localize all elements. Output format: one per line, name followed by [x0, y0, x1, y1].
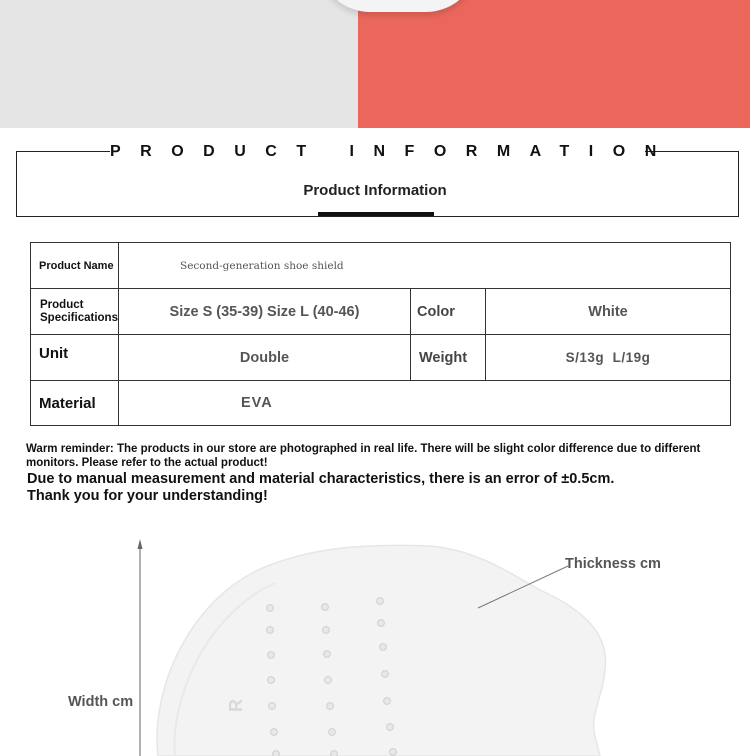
warm-reminder-text: Warm reminder: The products in our store are photographed in real life. There will be slight color difference due to different monitors. Please refer to the actual product!	[26, 443, 701, 469]
width-label: Width cm	[68, 694, 134, 710]
product-name-label: Product Name	[31, 243, 119, 289]
color-label: Color	[411, 289, 486, 335]
unit-label: Unit	[31, 335, 119, 381]
embossed-mark: R	[226, 699, 246, 712]
specifications-label	[31, 289, 119, 335]
measurement-notice-line1: Due to manual measurement and material characteristics, there is an error of ±0.5cm.	[27, 471, 615, 487]
product-spec-table	[30, 242, 731, 426]
product-photo	[0, 0, 750, 128]
thickness-label: Thickness cm	[565, 556, 661, 572]
specifications-label-line1: Product	[40, 298, 84, 311]
material-value: EVA	[241, 395, 273, 411]
heading-underline	[318, 212, 434, 216]
product-name-value: Second-generation shoe shield	[119, 243, 730, 289]
measurement-notice	[27, 471, 737, 505]
width-arrow-head	[138, 539, 143, 549]
photo-background-red	[358, 0, 750, 128]
shield-shape	[157, 545, 606, 756]
specifications-label-line2: Specifications	[40, 311, 118, 324]
dimension-diagram	[0, 520, 750, 756]
section-heading-spaced: PRODUCT INFORMATION	[110, 143, 676, 160]
measurement-notice-line2: Thank you for your understanding!	[27, 488, 268, 504]
weight-value: S/13g L/19g	[486, 335, 730, 381]
section-heading: Product Information	[303, 182, 447, 199]
weight-label: Weight	[411, 335, 486, 381]
color-value: White	[486, 289, 730, 335]
specifications-value: Size S (35-39) Size L (40-46)	[119, 289, 411, 335]
photo-background-grey	[0, 0, 358, 128]
material-label: Material	[31, 381, 119, 425]
unit-value: Double	[119, 335, 411, 381]
